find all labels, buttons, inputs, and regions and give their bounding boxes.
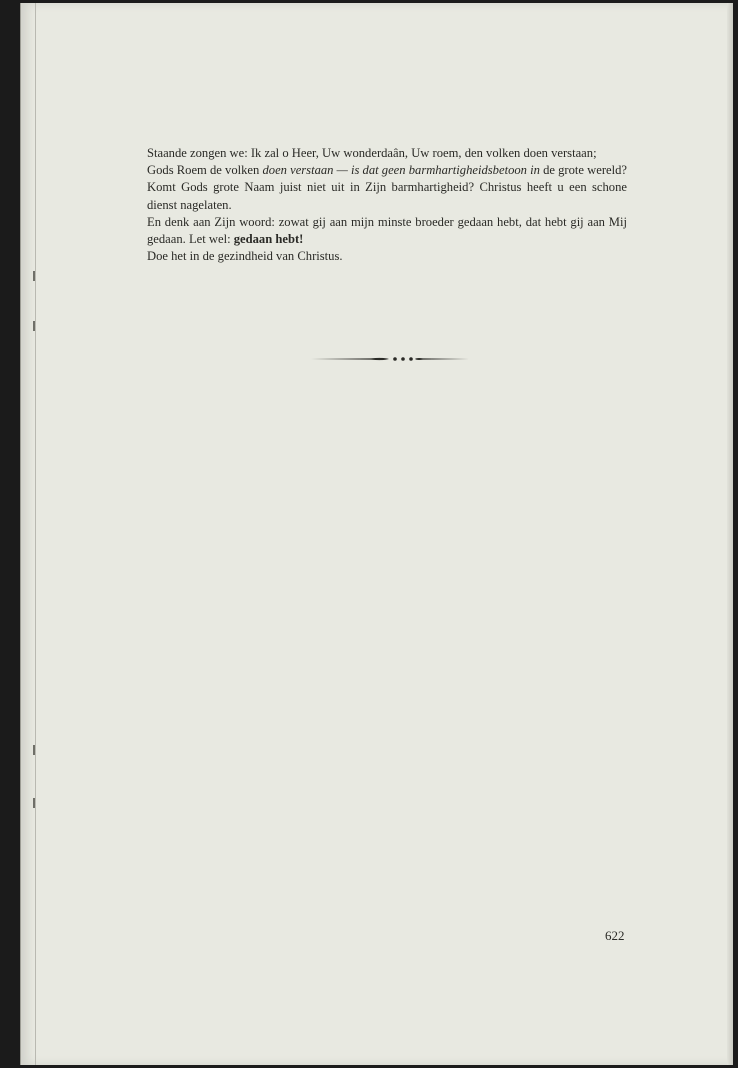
paragraph-3 (147, 214, 627, 248)
paragraph-1: Staande zongen we: Ik zal o Heer, Uw wonderdaân, Uw roem, den volken doen verstaan; (147, 146, 597, 160)
edge-mark (33, 321, 35, 331)
edge-mark (33, 798, 35, 808)
paragraph-3-text: En denk aan Zijn woord: zowat gij aan mijn minste broeder gedaan hebt, dat hebt gij aan Mij gedaan. Let wel: (147, 214, 627, 247)
paragraph-3-bold: gedaan hebt! (233, 232, 304, 247)
paragraph-2 (147, 162, 627, 214)
body-text (147, 145, 627, 265)
page-right-edge (727, 3, 733, 1065)
edge-mark (33, 745, 35, 755)
paragraph-2-italic: doen verstaan — is dat geen barmhartigheidsbetoon in (262, 163, 540, 178)
section-divider-ornament (311, 353, 469, 365)
paragraph-4: Doe het in de gezindheid van Christus. (147, 249, 343, 264)
edge-mark (33, 271, 35, 281)
book-page (20, 3, 733, 1065)
binding-gutter (35, 3, 36, 1065)
paragraph-2-text: Gods Roem de volken (147, 163, 263, 178)
page-number: 622 (605, 928, 625, 943)
paragraph-2-text-end: de grote wereld? Komt Gods grote Naam juist niet uit in Zijn barmhartigheid? Christus heeft u een schone dienst nagelaten. (147, 163, 628, 212)
